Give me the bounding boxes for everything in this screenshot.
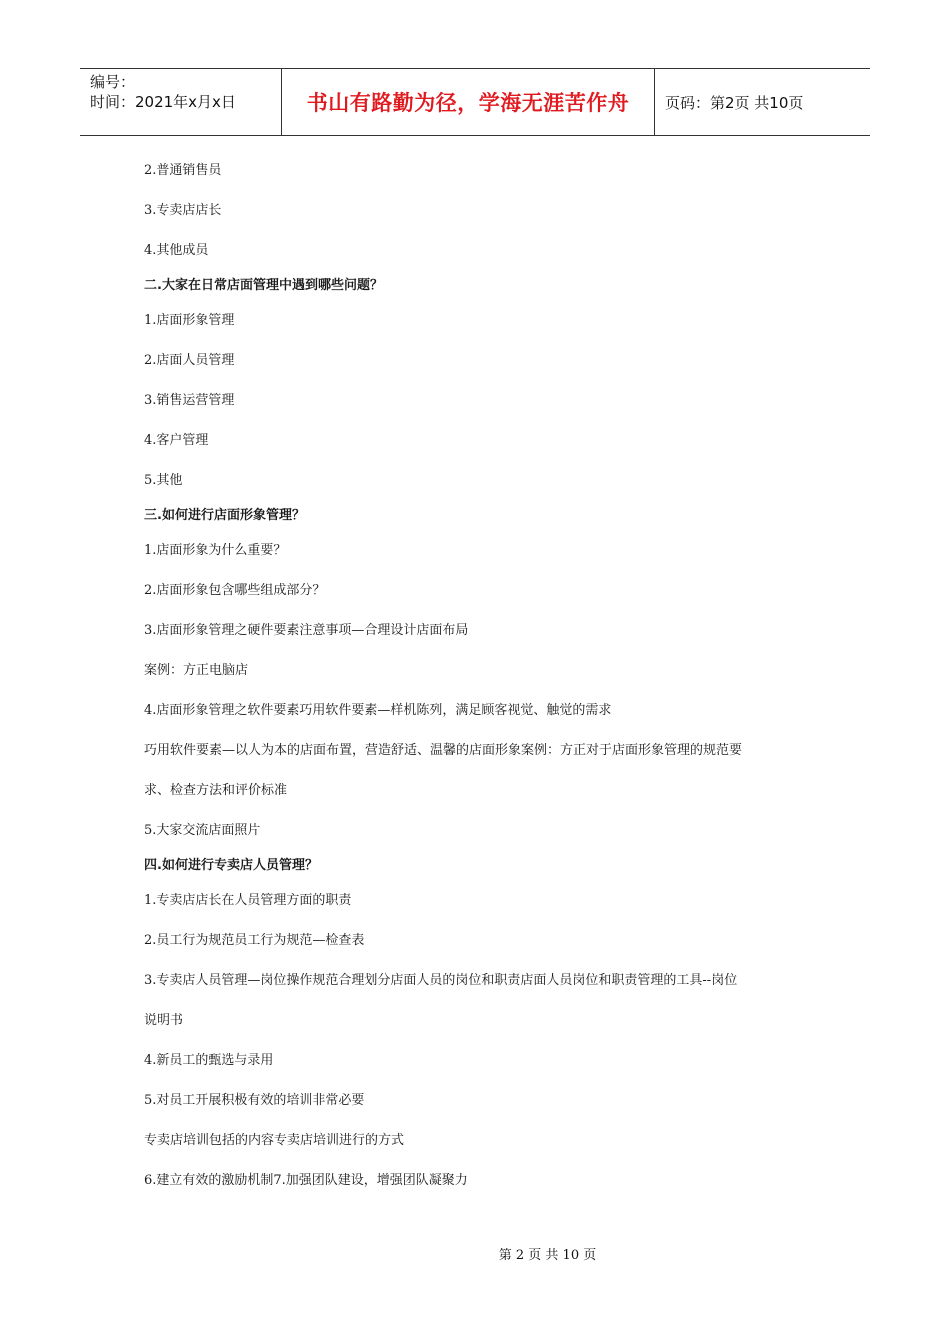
body-line: 3.销售运营管理 xyxy=(144,393,235,408)
header-meta xyxy=(80,69,282,135)
body-line: 巧用软件要素—以人为本的店面布置，营造舒适、温馨的店面形象案例：方正对于店面形象管理的规范要 xyxy=(144,743,743,758)
body-line: 4.客户管理 xyxy=(144,433,209,448)
header-motto: 书山有路勤为径，学海无涯苦作舟 xyxy=(282,69,655,135)
body-line: 4.其他成员 xyxy=(144,243,209,258)
body-line: 1.店面形象管理 xyxy=(144,313,235,328)
body-line: 6.建立有效的激励机制7.加强团队建设，增强团队凝聚力 xyxy=(144,1173,468,1188)
body-line: 5.其他 xyxy=(144,473,183,488)
body-line: 求、检查方法和评价标准 xyxy=(144,783,288,798)
section-heading: 二.大家在日常店面管理中遇到哪些问题？ xyxy=(144,278,383,293)
header-page-info: 页码：第2页 共10页 xyxy=(665,93,804,112)
body-line: 2.店面形象包含哪些组成部分？ xyxy=(144,583,326,598)
body-line: 3.专卖店店长 xyxy=(144,203,222,218)
page-footer: 第 2 页 共 10 页 xyxy=(498,1248,597,1263)
document-body xyxy=(144,151,824,1201)
doc-date: 时间：2021年x月x日 xyxy=(90,93,236,111)
body-line: 5.对员工开展积极有效的培训非常必要 xyxy=(144,1093,365,1108)
body-line: 说明书 xyxy=(144,1013,184,1028)
body-line: 专卖店培训包括的内容专卖店培训进行的方式 xyxy=(144,1133,405,1148)
body-line: 案例：方正电脑店 xyxy=(144,663,249,678)
body-line: 2.店面人员管理 xyxy=(144,353,235,368)
body-line: 1.专卖店店长在人员管理方面的职责 xyxy=(144,893,352,908)
body-line: 1.店面形象为什么重要？ xyxy=(144,543,287,558)
section-heading: 三.如何进行店面形象管理？ xyxy=(144,508,305,523)
body-line: 2.普通销售员 xyxy=(144,163,222,178)
doc-number-label: 编号： xyxy=(90,73,136,91)
body-line: 3.店面形象管理之硬件要素注意事项—合理设计店面布局 xyxy=(144,623,469,638)
body-line: 2.员工行为规范员工行为规范—检查表 xyxy=(144,933,365,948)
section-heading: 四.如何进行专卖店人员管理？ xyxy=(144,858,318,873)
body-line: 5.大家交流店面照片 xyxy=(144,823,261,838)
body-line: 4.店面形象管理之软件要素巧用软件要素—样机陈列，满足顾客视觉、触觉的需求 xyxy=(144,703,612,718)
page-header xyxy=(80,68,870,136)
body-line: 4.新员工的甄选与录用 xyxy=(144,1053,274,1068)
body-line: 3.专卖店人员管理—岗位操作规范合理划分店面人员的岗位和职责店面人员岗位和职责管理的工具--岗位 xyxy=(144,973,738,988)
